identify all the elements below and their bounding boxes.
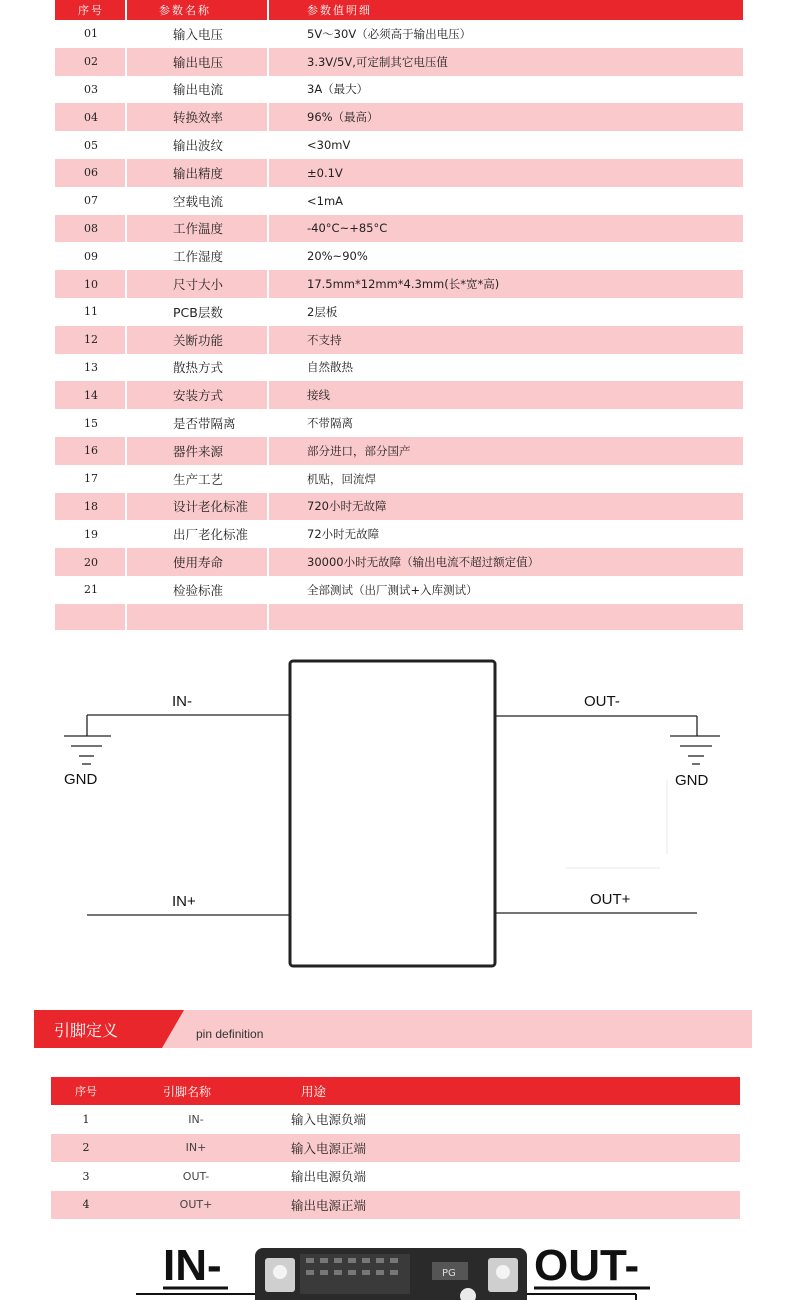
spec-row	[55, 520, 743, 548]
spec-row-no: 17	[84, 472, 98, 486]
spec-row	[55, 437, 743, 465]
pin-row-use: 输出电源正端	[291, 1197, 367, 1213]
spec-row-no: 04	[84, 110, 98, 124]
spec-row	[55, 187, 743, 215]
header-no: 序号	[78, 4, 104, 17]
spec-row-no: 10	[84, 277, 98, 291]
spec-row-value: 3.3V/5V,可定制其它电压值	[307, 54, 448, 69]
pin-row-use: 输入电源正端	[291, 1140, 367, 1156]
spec-row-name: 器件来源	[173, 443, 224, 459]
spec-row-name: 工作温度	[173, 221, 224, 237]
spec-table-footer	[55, 604, 743, 630]
spec-row-value: <1mA	[307, 193, 344, 208]
spec-row-value: 2层板	[307, 304, 338, 319]
spec-row	[55, 48, 743, 76]
spec-row	[55, 159, 743, 187]
spec-row-name: 使用寿命	[173, 555, 224, 571]
spec-row-value: <30mV	[307, 138, 351, 153]
pin-table	[51, 1077, 740, 1219]
pin-row-no: 4	[82, 1198, 90, 1212]
spec-row-name: 设计老化标准	[173, 499, 249, 515]
spec-row-name: 输出精度	[173, 165, 224, 181]
out-plus-label: OUT+	[590, 891, 631, 908]
spec-row-name: 尺寸大小	[173, 277, 224, 293]
spec-row-no: 15	[84, 416, 98, 430]
spec-row-value: 20%~90%	[307, 249, 368, 264]
spec-row-no: 12	[84, 333, 98, 347]
pin-row-no: 2	[82, 1141, 90, 1155]
spec-row-no: 06	[84, 166, 98, 180]
in-minus-label: IN-	[172, 693, 192, 710]
pin-header-no: 序号	[75, 1085, 97, 1098]
spec-row-name: 转换效率	[173, 110, 224, 126]
spec-row-name: PCB层数	[173, 304, 223, 320]
spec-row-no: 19	[84, 527, 98, 541]
spec-row-name: 输入电压	[173, 26, 224, 42]
out-minus-label: OUT-	[584, 693, 620, 710]
spec-row-no: 16	[84, 444, 98, 458]
gnd-left-label: GND	[64, 771, 98, 788]
spec-row	[55, 298, 743, 326]
spec-row-value: 机贴，回流焊	[307, 471, 376, 486]
spec-row	[55, 381, 743, 409]
spec-row-no: 20	[84, 555, 98, 569]
spec-row	[55, 326, 743, 354]
spec-row-name: 出厂老化标准	[173, 527, 249, 543]
spec-row-name: 是否带隔离	[173, 416, 236, 432]
spec-row-value: 全部测试（出厂测试+入库测试）	[307, 582, 478, 597]
spec-row-value: 自然散热	[307, 360, 353, 375]
spec-row-value: 部分进口，部分国产	[307, 443, 411, 458]
pin-row-no: 1	[82, 1112, 90, 1126]
spec-table-header	[55, 0, 743, 20]
wiring-diagram	[0, 640, 790, 980]
photo-out-minus-label: OUT-	[534, 1241, 640, 1290]
spec-row-value: 不带隔离	[307, 416, 353, 431]
gnd-right-label: GND	[675, 772, 709, 789]
spec-row-value: 5V～30V（必须高于输出电压）	[307, 26, 472, 41]
spec-row	[55, 103, 743, 131]
pin-row	[51, 1105, 740, 1134]
spec-row-no: 14	[84, 388, 98, 402]
pin-row	[51, 1191, 740, 1220]
pin-row-name: IN+	[185, 1141, 207, 1155]
spec-row-name: 空载电流	[173, 193, 224, 209]
spec-row-name: 工作湿度	[173, 249, 224, 265]
spec-row-value: 3A（最大）	[307, 82, 369, 97]
spec-table	[55, 0, 743, 630]
spec-row-value: ±0.1V	[307, 165, 343, 180]
spec-row-value: -40°C~+85°C	[307, 221, 388, 236]
spec-row-value: 96%（最高）	[307, 110, 379, 125]
spec-row-name: 生产工艺	[173, 471, 224, 487]
header-value: 参数值明细	[307, 4, 372, 17]
pin-table-header	[51, 1077, 740, 1105]
spec-row-no: 07	[84, 194, 98, 208]
wiring-diagram-svg	[0, 640, 790, 980]
spec-row	[55, 242, 743, 270]
pin-row-name: OUT-	[182, 1169, 210, 1183]
pin-definition-title: 引脚定义	[34, 1010, 162, 1048]
spec-row-no: 01	[84, 27, 98, 41]
spec-row-value: 接线	[307, 388, 330, 403]
spec-row-no: 09	[84, 249, 98, 263]
spec-row-no: 02	[84, 55, 98, 69]
pin-row	[51, 1134, 740, 1163]
pin-row-use: 输入电源负端	[291, 1112, 367, 1128]
spec-row	[55, 76, 743, 104]
spec-row	[55, 409, 743, 437]
board-marking-text: PG	[442, 1268, 456, 1279]
banner-slant	[162, 1010, 184, 1048]
pcb-board-image	[0, 1236, 790, 1300]
spec-row-name: 输出波纹	[173, 138, 224, 154]
spec-row-no: 08	[84, 221, 98, 235]
spec-row-name: 检验标准	[173, 582, 224, 598]
spec-row	[55, 465, 743, 493]
spec-row-name: 关断功能	[173, 332, 224, 348]
spec-row-no: 03	[84, 82, 98, 96]
pin-definition-banner	[34, 1010, 752, 1048]
spec-row-no: 13	[84, 360, 98, 374]
spec-row-value: 17.5mm*12mm*4.3mm(长*宽*高)	[307, 277, 500, 292]
pin-row-name: OUT+	[179, 1198, 213, 1212]
module-box	[290, 661, 495, 966]
pin-row-name: IN-	[188, 1112, 204, 1126]
spec-row-value: 720小时无故障	[307, 499, 387, 514]
spec-row-no: 18	[84, 499, 98, 513]
spec-row-name: 安装方式	[173, 388, 224, 404]
pin-row-no: 3	[82, 1169, 90, 1183]
spec-row-no: 21	[84, 583, 98, 597]
spec-row	[55, 20, 743, 48]
in-plus-label: IN+	[172, 893, 196, 910]
spec-row-value: 不支持	[307, 332, 342, 347]
spec-row	[55, 131, 743, 159]
spec-row	[55, 548, 743, 576]
spec-row	[55, 576, 743, 604]
pin-row	[51, 1162, 740, 1191]
pin-definition-subtitle: pin definition	[196, 1027, 264, 1041]
spec-row	[55, 270, 743, 298]
spec-row	[55, 215, 743, 243]
photo-in-minus-label: IN-	[163, 1241, 222, 1290]
spec-row	[55, 493, 743, 521]
column-divider	[125, 0, 127, 631]
spec-row-name: 散热方式	[173, 360, 224, 376]
pin-row-use: 输出电源负端	[291, 1169, 367, 1185]
pin-header-use: 用途	[301, 1084, 327, 1099]
pin-header-name: 引脚名称	[163, 1084, 212, 1099]
spec-row	[55, 354, 743, 382]
spec-row-name: 输出电压	[173, 54, 224, 70]
header-name: 参数名称	[159, 4, 211, 17]
spec-row-value: 30000小时无故障（输出电流不超过额定值）	[307, 555, 540, 570]
spec-row-value: 72小时无故障	[307, 527, 380, 542]
column-divider	[267, 0, 269, 631]
spec-row-no: 05	[84, 138, 98, 152]
spec-row-name: 输出电流	[173, 82, 224, 98]
spec-row-no: 11	[84, 305, 98, 319]
product-photo	[0, 1236, 790, 1300]
